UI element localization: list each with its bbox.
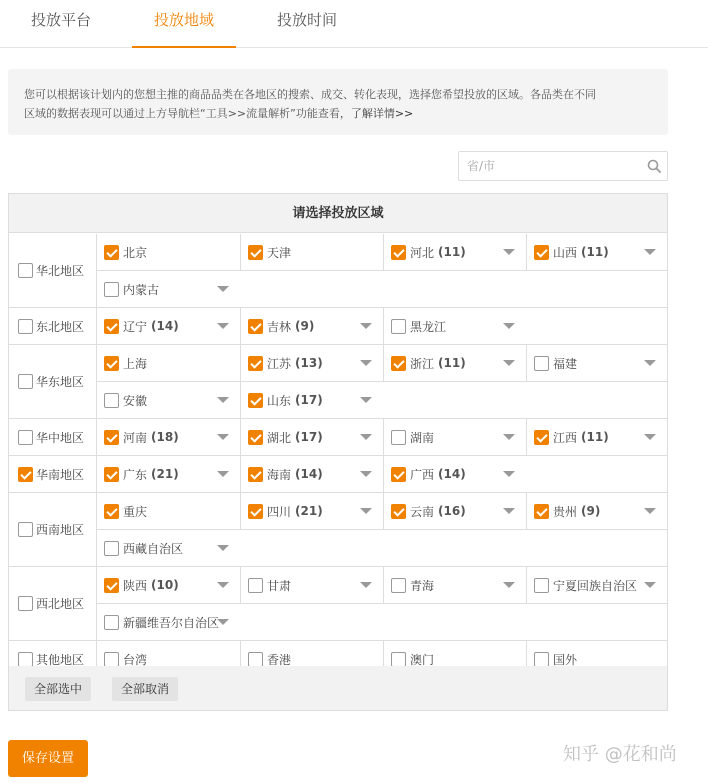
chevron-down-icon[interactable]: [503, 323, 515, 329]
region-group-checkbox[interactable]: [18, 263, 33, 278]
city-count: (14): [151, 319, 179, 333]
province-checkbox[interactable]: [248, 467, 263, 482]
province-checkbox[interactable]: [104, 319, 119, 334]
chevron-down-icon[interactable]: [503, 508, 515, 514]
chevron-down-icon[interactable]: [503, 471, 515, 477]
province-row: [97, 493, 667, 529]
chevron-down-icon[interactable]: [217, 471, 229, 477]
chevron-down-icon[interactable]: [644, 249, 656, 255]
province-row: [97, 345, 667, 381]
city-count: (17): [295, 393, 323, 407]
notice-line-2: [24, 104, 654, 123]
province-item[interactable]: [97, 382, 240, 418]
province-checkbox[interactable]: [391, 504, 406, 519]
province-rows: [97, 345, 667, 417]
province-name: 贵州: [553, 504, 578, 519]
chevron-down-icon[interactable]: [217, 397, 229, 403]
province-checkbox[interactable]: [534, 578, 549, 593]
province-checkbox[interactable]: [534, 430, 549, 445]
region-group-name: 西南地区: [36, 523, 85, 537]
province-checkbox[interactable]: [248, 652, 263, 667]
table-header: 请选择投放区域: [9, 194, 667, 233]
city-count: (14): [438, 467, 466, 481]
region-group: [9, 419, 667, 456]
province-item[interactable]: [526, 234, 667, 270]
region-table: [8, 193, 668, 711]
province-item[interactable]: [526, 345, 667, 381]
province-checkbox[interactable]: [248, 393, 263, 408]
province-item[interactable]: [97, 271, 240, 307]
province-checkbox[interactable]: [391, 356, 406, 371]
province-name: 甘肃: [267, 578, 292, 593]
chevron-down-icon[interactable]: [217, 323, 229, 329]
watermark: 知乎 @花和尚: [563, 744, 677, 765]
province-checkbox[interactable]: [104, 245, 119, 260]
province-row: [97, 529, 667, 565]
province-name: 福建: [553, 356, 578, 371]
province-checkbox[interactable]: [248, 430, 263, 445]
chevron-down-icon[interactable]: [644, 434, 656, 440]
city-count: (14): [295, 467, 323, 481]
province-checkbox[interactable]: [104, 282, 119, 297]
province-name: 新疆维吾尔自治区: [123, 615, 220, 630]
province-name: 广西: [410, 467, 435, 482]
province-row: [97, 456, 667, 492]
select-all-button[interactable]: 全部选中: [25, 677, 91, 701]
chevron-down-icon[interactable]: [217, 434, 229, 440]
province-checkbox[interactable]: [104, 615, 119, 630]
province-item[interactable]: [97, 567, 240, 603]
province-item[interactable]: [526, 419, 667, 455]
province-name: 海南: [267, 467, 292, 482]
province-name: 山西: [553, 245, 578, 260]
province-item[interactable]: [97, 234, 240, 270]
province-row: [97, 270, 667, 306]
region-group-label[interactable]: [9, 456, 97, 492]
province-name: 香港: [267, 652, 292, 667]
chevron-down-icon[interactable]: [217, 619, 229, 625]
province-item[interactable]: [383, 234, 526, 270]
province-checkbox[interactable]: [104, 393, 119, 408]
city-count: (21): [295, 504, 323, 518]
info-notice: [8, 69, 668, 135]
province-checkbox[interactable]: [104, 652, 119, 667]
province-name: 江西: [553, 430, 578, 445]
notice-line-2-text: 区域的数据表现可以通过上方导航栏“工具>>流量解析”功能查看，: [24, 107, 351, 120]
city-count: (9): [581, 504, 601, 518]
chevron-down-icon[interactable]: [360, 323, 372, 329]
province-checkbox[interactable]: [104, 356, 119, 371]
region-group-name: 其他地区: [36, 652, 85, 667]
province-item[interactable]: [383, 308, 526, 344]
province-item[interactable]: [526, 493, 667, 529]
province-name: 宁夏回族自治区: [553, 578, 638, 593]
region-group-checkbox[interactable]: [18, 652, 33, 667]
chevron-down-icon[interactable]: [644, 360, 656, 366]
chevron-down-icon[interactable]: [644, 508, 656, 514]
region-group-label[interactable]: [9, 308, 97, 344]
tab-bar: [0, 0, 708, 48]
region-group-label[interactable]: [9, 493, 97, 566]
chevron-down-icon[interactable]: [503, 582, 515, 588]
city-count: (11): [581, 245, 609, 259]
province-item[interactable]: [97, 308, 240, 344]
chevron-down-icon[interactable]: [217, 286, 229, 292]
region-group-name: 华北地区: [36, 264, 85, 278]
province-item[interactable]: [383, 419, 526, 455]
save-settings-button[interactable]: 保存设置: [8, 740, 88, 777]
province-row: [97, 603, 667, 639]
tab-region[interactable]: 投放地域: [132, 0, 236, 48]
province-rows: [97, 308, 667, 344]
region-group-name: 华中地区: [36, 430, 85, 445]
province-item[interactable]: [97, 493, 240, 529]
province-checkbox[interactable]: [248, 245, 263, 260]
chevron-down-icon[interactable]: [360, 508, 372, 514]
city-count: (18): [151, 430, 179, 444]
tab-platform[interactable]: 投放平台: [30, 11, 91, 29]
chevron-down-icon[interactable]: [360, 434, 372, 440]
region-search: [458, 151, 668, 181]
region-group: [9, 308, 667, 345]
learn-more-link[interactable]: 了解详情>>: [350, 107, 414, 120]
chevron-down-icon[interactable]: [217, 582, 229, 588]
province-checkbox[interactable]: [391, 652, 406, 667]
region-group-label[interactable]: [9, 419, 97, 455]
chevron-down-icon[interactable]: [503, 249, 515, 255]
province-name: 内蒙古: [123, 282, 160, 297]
province-name: 湖南: [410, 430, 435, 445]
province-checkbox[interactable]: [104, 578, 119, 593]
province-name: 河北: [410, 245, 435, 260]
city-count: (10): [151, 578, 179, 592]
province-item[interactable]: [240, 234, 383, 270]
province-rows: [97, 456, 667, 492]
province-name: 湖北: [267, 430, 292, 445]
city-count: (11): [438, 356, 466, 370]
province-checkbox[interactable]: [248, 504, 263, 519]
province-name: 台湾: [123, 652, 148, 667]
province-rows: [97, 234, 667, 306]
province-item[interactable]: [240, 345, 383, 381]
province-item[interactable]: [240, 567, 383, 603]
province-name: 北京: [123, 245, 148, 260]
province-name: 上海: [123, 356, 148, 371]
province-name: 青海: [410, 578, 435, 593]
province-row: [97, 419, 667, 455]
province-name: 西藏自治区: [123, 541, 184, 556]
chevron-down-icon[interactable]: [360, 397, 372, 403]
province-rows: [97, 419, 667, 455]
region-group-label[interactable]: [9, 345, 97, 418]
region-group-name: 西北地区: [36, 597, 85, 611]
province-checkbox[interactable]: [104, 541, 119, 556]
city-count: (21): [151, 467, 179, 481]
province-row: [97, 567, 667, 603]
region-group-checkbox[interactable]: [18, 522, 33, 537]
province-item[interactable]: [97, 345, 240, 381]
chevron-down-icon[interactable]: [644, 582, 656, 588]
region-group-checkbox[interactable]: [18, 319, 33, 334]
notice-line-1: 您可以根据该计划内的您想主推的商品品类在各地区的搜索、成交、转化表现，选择您希望投放的区域。各品类在不同: [24, 88, 596, 101]
region-group-name: 东北地区: [36, 319, 85, 334]
province-checkbox[interactable]: [391, 245, 406, 260]
province-name: 国外: [553, 652, 578, 667]
province-name: 广东: [123, 467, 148, 482]
chevron-down-icon[interactable]: [360, 471, 372, 477]
chevron-down-icon[interactable]: [503, 360, 515, 366]
province-checkbox[interactable]: [248, 356, 263, 371]
chevron-down-icon[interactable]: [360, 360, 372, 366]
province-name: 辽宁: [123, 319, 148, 334]
province-checkbox[interactable]: [104, 430, 119, 445]
province-name: 陕西: [123, 578, 148, 593]
province-name: 吉林: [267, 319, 292, 334]
province-checkbox[interactable]: [534, 652, 549, 667]
city-count: (17): [295, 430, 323, 444]
province-checkbox[interactable]: [391, 578, 406, 593]
region-group: [9, 345, 667, 419]
province-checkbox[interactable]: [391, 467, 406, 482]
province-row: [97, 308, 667, 344]
region-group-name: 华东地区: [36, 375, 85, 389]
province-item[interactable]: [240, 493, 383, 529]
region-group: [9, 493, 667, 567]
province-name: 云南: [410, 504, 435, 519]
chevron-down-icon[interactable]: [503, 434, 515, 440]
province-name: 天津: [267, 245, 292, 260]
province-name: 浙江: [410, 356, 435, 371]
city-count: (13): [295, 356, 323, 370]
province-checkbox[interactable]: [534, 504, 549, 519]
province-checkbox[interactable]: [248, 578, 263, 593]
province-name: 安徽: [123, 393, 148, 408]
province-name: 四川: [267, 504, 292, 519]
city-count: (11): [581, 430, 609, 444]
region-group-checkbox[interactable]: [18, 467, 33, 482]
province-checkbox[interactable]: [534, 245, 549, 260]
province-item[interactable]: [240, 456, 383, 492]
province-checkbox[interactable]: [104, 504, 119, 519]
province-row: [97, 234, 667, 270]
region-group-checkbox[interactable]: [18, 374, 33, 389]
province-name: 澳门: [410, 652, 435, 667]
province-row: [97, 381, 667, 417]
chevron-down-icon[interactable]: [360, 582, 372, 588]
province-item[interactable]: [383, 456, 526, 492]
region-group: [9, 567, 667, 641]
province-checkbox[interactable]: [391, 430, 406, 445]
province-checkbox[interactable]: [391, 319, 406, 334]
city-count: (9): [295, 319, 315, 333]
table-footer: [9, 666, 667, 710]
province-item[interactable]: [97, 456, 240, 492]
province-checkbox[interactable]: [104, 467, 119, 482]
region-group: [9, 456, 667, 493]
province-name: 山东: [267, 393, 292, 408]
province-name: 河南: [123, 430, 148, 445]
province-item[interactable]: [240, 382, 383, 418]
region-group-checkbox[interactable]: [18, 596, 33, 611]
region-group-checkbox[interactable]: [18, 430, 33, 445]
search-icon[interactable]: [647, 159, 661, 173]
province-item[interactable]: [97, 604, 240, 640]
region-group-label[interactable]: [9, 234, 97, 307]
province-item[interactable]: [383, 345, 526, 381]
province-name: 黑龙江: [410, 319, 447, 334]
chevron-down-icon[interactable]: [217, 545, 229, 551]
province-item[interactable]: [383, 493, 526, 529]
deselect-all-button[interactable]: 全部取消: [112, 677, 178, 701]
province-item[interactable]: [383, 567, 526, 603]
province-checkbox[interactable]: [248, 319, 263, 334]
tab-time[interactable]: 投放时间: [276, 11, 337, 29]
province-item[interactable]: [97, 419, 240, 455]
province-rows: [97, 493, 667, 565]
province-name: 江苏: [267, 356, 292, 371]
province-item[interactable]: [240, 308, 383, 344]
province-rows: [97, 567, 667, 639]
city-count: (11): [438, 245, 466, 259]
province-item[interactable]: [97, 530, 240, 566]
region-group-label[interactable]: [9, 567, 97, 640]
province-checkbox[interactable]: [534, 356, 549, 371]
province-name: 重庆: [123, 504, 148, 519]
search-input[interactable]: [467, 152, 637, 180]
city-count: (16): [438, 504, 466, 518]
province-item[interactable]: [240, 419, 383, 455]
province-item[interactable]: [526, 567, 667, 603]
region-group-name: 华南地区: [36, 467, 85, 482]
region-group: [9, 234, 667, 308]
